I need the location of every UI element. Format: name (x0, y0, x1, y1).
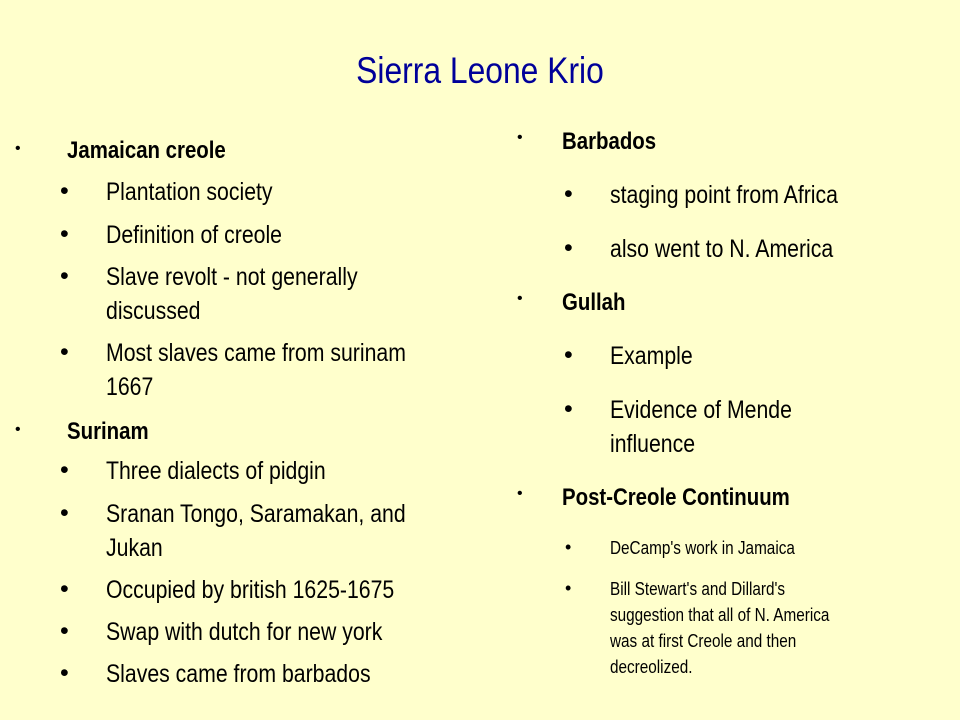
bullet-text: Slaves came from barbados (106, 660, 371, 688)
bullet-icon: • (565, 578, 572, 598)
bullet-icon: • (564, 234, 573, 262)
bullet-text: discussed (106, 297, 201, 325)
bullet-icon: • (60, 177, 69, 205)
bullet-icon: • (60, 262, 69, 290)
bullet-icon: • (517, 129, 523, 146)
bullet-text: suggestion that all of N. America (610, 605, 830, 625)
slide-title: Sierra Leone Krio (356, 50, 604, 91)
bullet-text: Swap with dutch for new york (106, 618, 383, 646)
heading-text: Jamaican creole (67, 137, 226, 164)
heading-text: Gullah (562, 289, 626, 316)
bullet-icon: • (564, 180, 573, 208)
bullet-text: Example (610, 342, 693, 370)
bullet-icon: • (517, 290, 523, 307)
bullet-icon: • (565, 537, 572, 557)
bullet-text: decreolized. (610, 657, 693, 677)
bullet-text: Jukan (106, 534, 163, 562)
bullet-text: Occupied by british 1625-1675 (106, 576, 395, 604)
bullet-text: staging point from Africa (610, 181, 838, 209)
heading-text: Post-Creole Continuum (562, 484, 790, 511)
bullet-icon: • (60, 659, 69, 687)
bullet-text: was at first Creole and then (610, 631, 797, 651)
bullet-text: influence (610, 430, 696, 458)
bullet-icon: • (60, 575, 69, 603)
heading-text: Surinam (67, 418, 149, 445)
bullet-text: Three dialects of pidgin (106, 457, 326, 485)
bullet-icon: • (517, 485, 523, 502)
bullet-icon: • (60, 499, 69, 527)
bullet-text: Most slaves came from surinam (106, 339, 406, 367)
bullet-text: also went to N. America (610, 235, 834, 263)
bullet-text: Definition of creole (106, 221, 283, 249)
bullet-text: Slave revolt - not generally (106, 263, 358, 291)
bullet-text: Evidence of Mende (610, 396, 792, 424)
bullet-text: Sranan Tongo, Saramakan, and (106, 500, 406, 528)
bullet-text: DeCamp's work in Jamaica (610, 538, 795, 558)
heading-text: Barbados (562, 128, 657, 155)
bullet-icon: • (60, 456, 69, 484)
bullet-icon: • (564, 341, 573, 369)
bullet-icon: • (564, 395, 573, 423)
bullet-icon: • (60, 338, 69, 366)
bullet-icon: • (60, 617, 69, 645)
bullet-icon: • (60, 220, 69, 248)
bullet-text: Bill Stewart's and Dillard's (610, 579, 786, 599)
bullet-icon: • (15, 421, 21, 438)
bullet-icon: • (15, 140, 21, 157)
bullet-text: Plantation society (106, 178, 273, 206)
bullet-text: 1667 (106, 373, 154, 401)
